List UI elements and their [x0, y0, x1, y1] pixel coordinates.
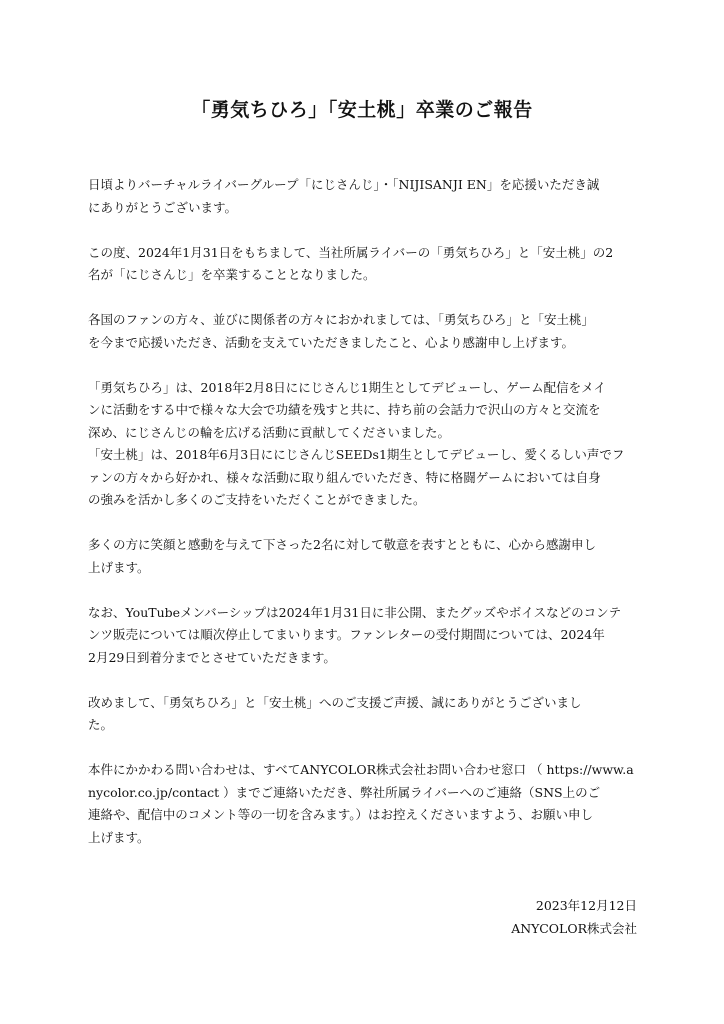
- text-line: ァンの方々から好かれ、様々な活動に取り組んでいただき、特に格闘ゲームにおいては自身: [88, 469, 601, 485]
- text-line: 多くの方に笑顔と感動を与えて下さった2名に対して敬意を表すとともに、心から感謝申し: [88, 537, 596, 552]
- paragraph-contact: [88, 759, 640, 849]
- text-line: ンに活動をする中で様々な大会で功績を残すと共に、持ち前の会話力で沢山の方々と交流を: [88, 402, 601, 417]
- document-body: [88, 174, 640, 872]
- text-line: の強みを活かし多くのご支持をいただくことができました。: [88, 492, 426, 507]
- text-line: にありがとうございます。: [88, 199, 238, 215]
- text-line: 上げます。: [88, 829, 150, 845]
- paragraph-thanks-fans: [88, 309, 640, 354]
- paragraph-announcement: [88, 242, 640, 287]
- text-line: 本件にかかわる問い合わせは、すべてANYCOLOR株式会社お問い合わせ窓口 （ https://www.a: [88, 762, 634, 777]
- paragraph-momo: [88, 444, 640, 512]
- text-line: 日頃よりバーチャルライバーグループ「にじさんじ」・「NIJISANJI EN」を応援いただき誠: [88, 177, 600, 192]
- text-line: 「勇気ちひろ」は、2018年2月8日ににじさんじ1期生としてデビューし、ゲーム配信をメイ: [88, 379, 606, 395]
- signature-block: [400, 895, 637, 940]
- issue-date: 2023年12月12日: [535, 898, 637, 913]
- paragraph-gratitude: [88, 692, 640, 737]
- text-line: 2月29日到着分までとさせていただきます。: [88, 649, 336, 665]
- text-line: 名が「にじさんじ」を卒業することとなりました。: [88, 267, 376, 282]
- page-title: 「勇気ちひろ」「安土桃」卒業のご報告: [191, 99, 533, 121]
- paragraph-respect: [88, 534, 640, 579]
- text-line: 深め、にじさんじの輪を広げる活動に貢献してくださいました。: [88, 424, 451, 440]
- text-line: ンツ販売については順次停止してまいります。ファンレターの受付期間については、2024年: [88, 627, 605, 642]
- text-line: た。: [88, 717, 114, 732]
- text-line: を今まで応援いただき、活動を支えていただきましたこと、心より感謝申し上げます。: [88, 334, 575, 350]
- text-line: nycolor.co.jp/contact ）までご連絡いただき、弊社所属ライバーへのご連絡（SNS上のご: [88, 784, 601, 800]
- text-line: 上げます。: [88, 559, 150, 575]
- text-line: 改めまして、「勇気ちひろ」と「安土桃」へのご支援ご声援、誠にありがとうございまし: [88, 694, 582, 710]
- text-line: なお、YouTubeメンバーシップは2024年1月31日に非公開、またグッズやボイスなどのコンテ: [88, 604, 622, 620]
- text-line: この度、2024年1月31日をもちまして、当社所属ライバーの「勇気ちひろ」と「安土桃」の2: [88, 244, 614, 260]
- paragraph-greeting: [88, 174, 640, 219]
- text-line: 各国のファンの方々、並びに関係者の方々におかれましては、「勇気ちひろ」と「安土桃」: [88, 312, 595, 327]
- company-name: ANYCOLOR株式会社: [511, 920, 637, 936]
- text-line: 「安土桃」は、2018年6月3日ににじさんじSEEDs1期生としてデビューし、愛くるしい声でフ: [88, 447, 625, 462]
- paragraph-membership: [88, 602, 640, 670]
- text-line: 連絡や、配信中のコメント等の一切を含みます。）はお控えくださいますよう、お願い申し: [88, 807, 594, 822]
- paragraph-chihiro: [88, 377, 640, 445]
